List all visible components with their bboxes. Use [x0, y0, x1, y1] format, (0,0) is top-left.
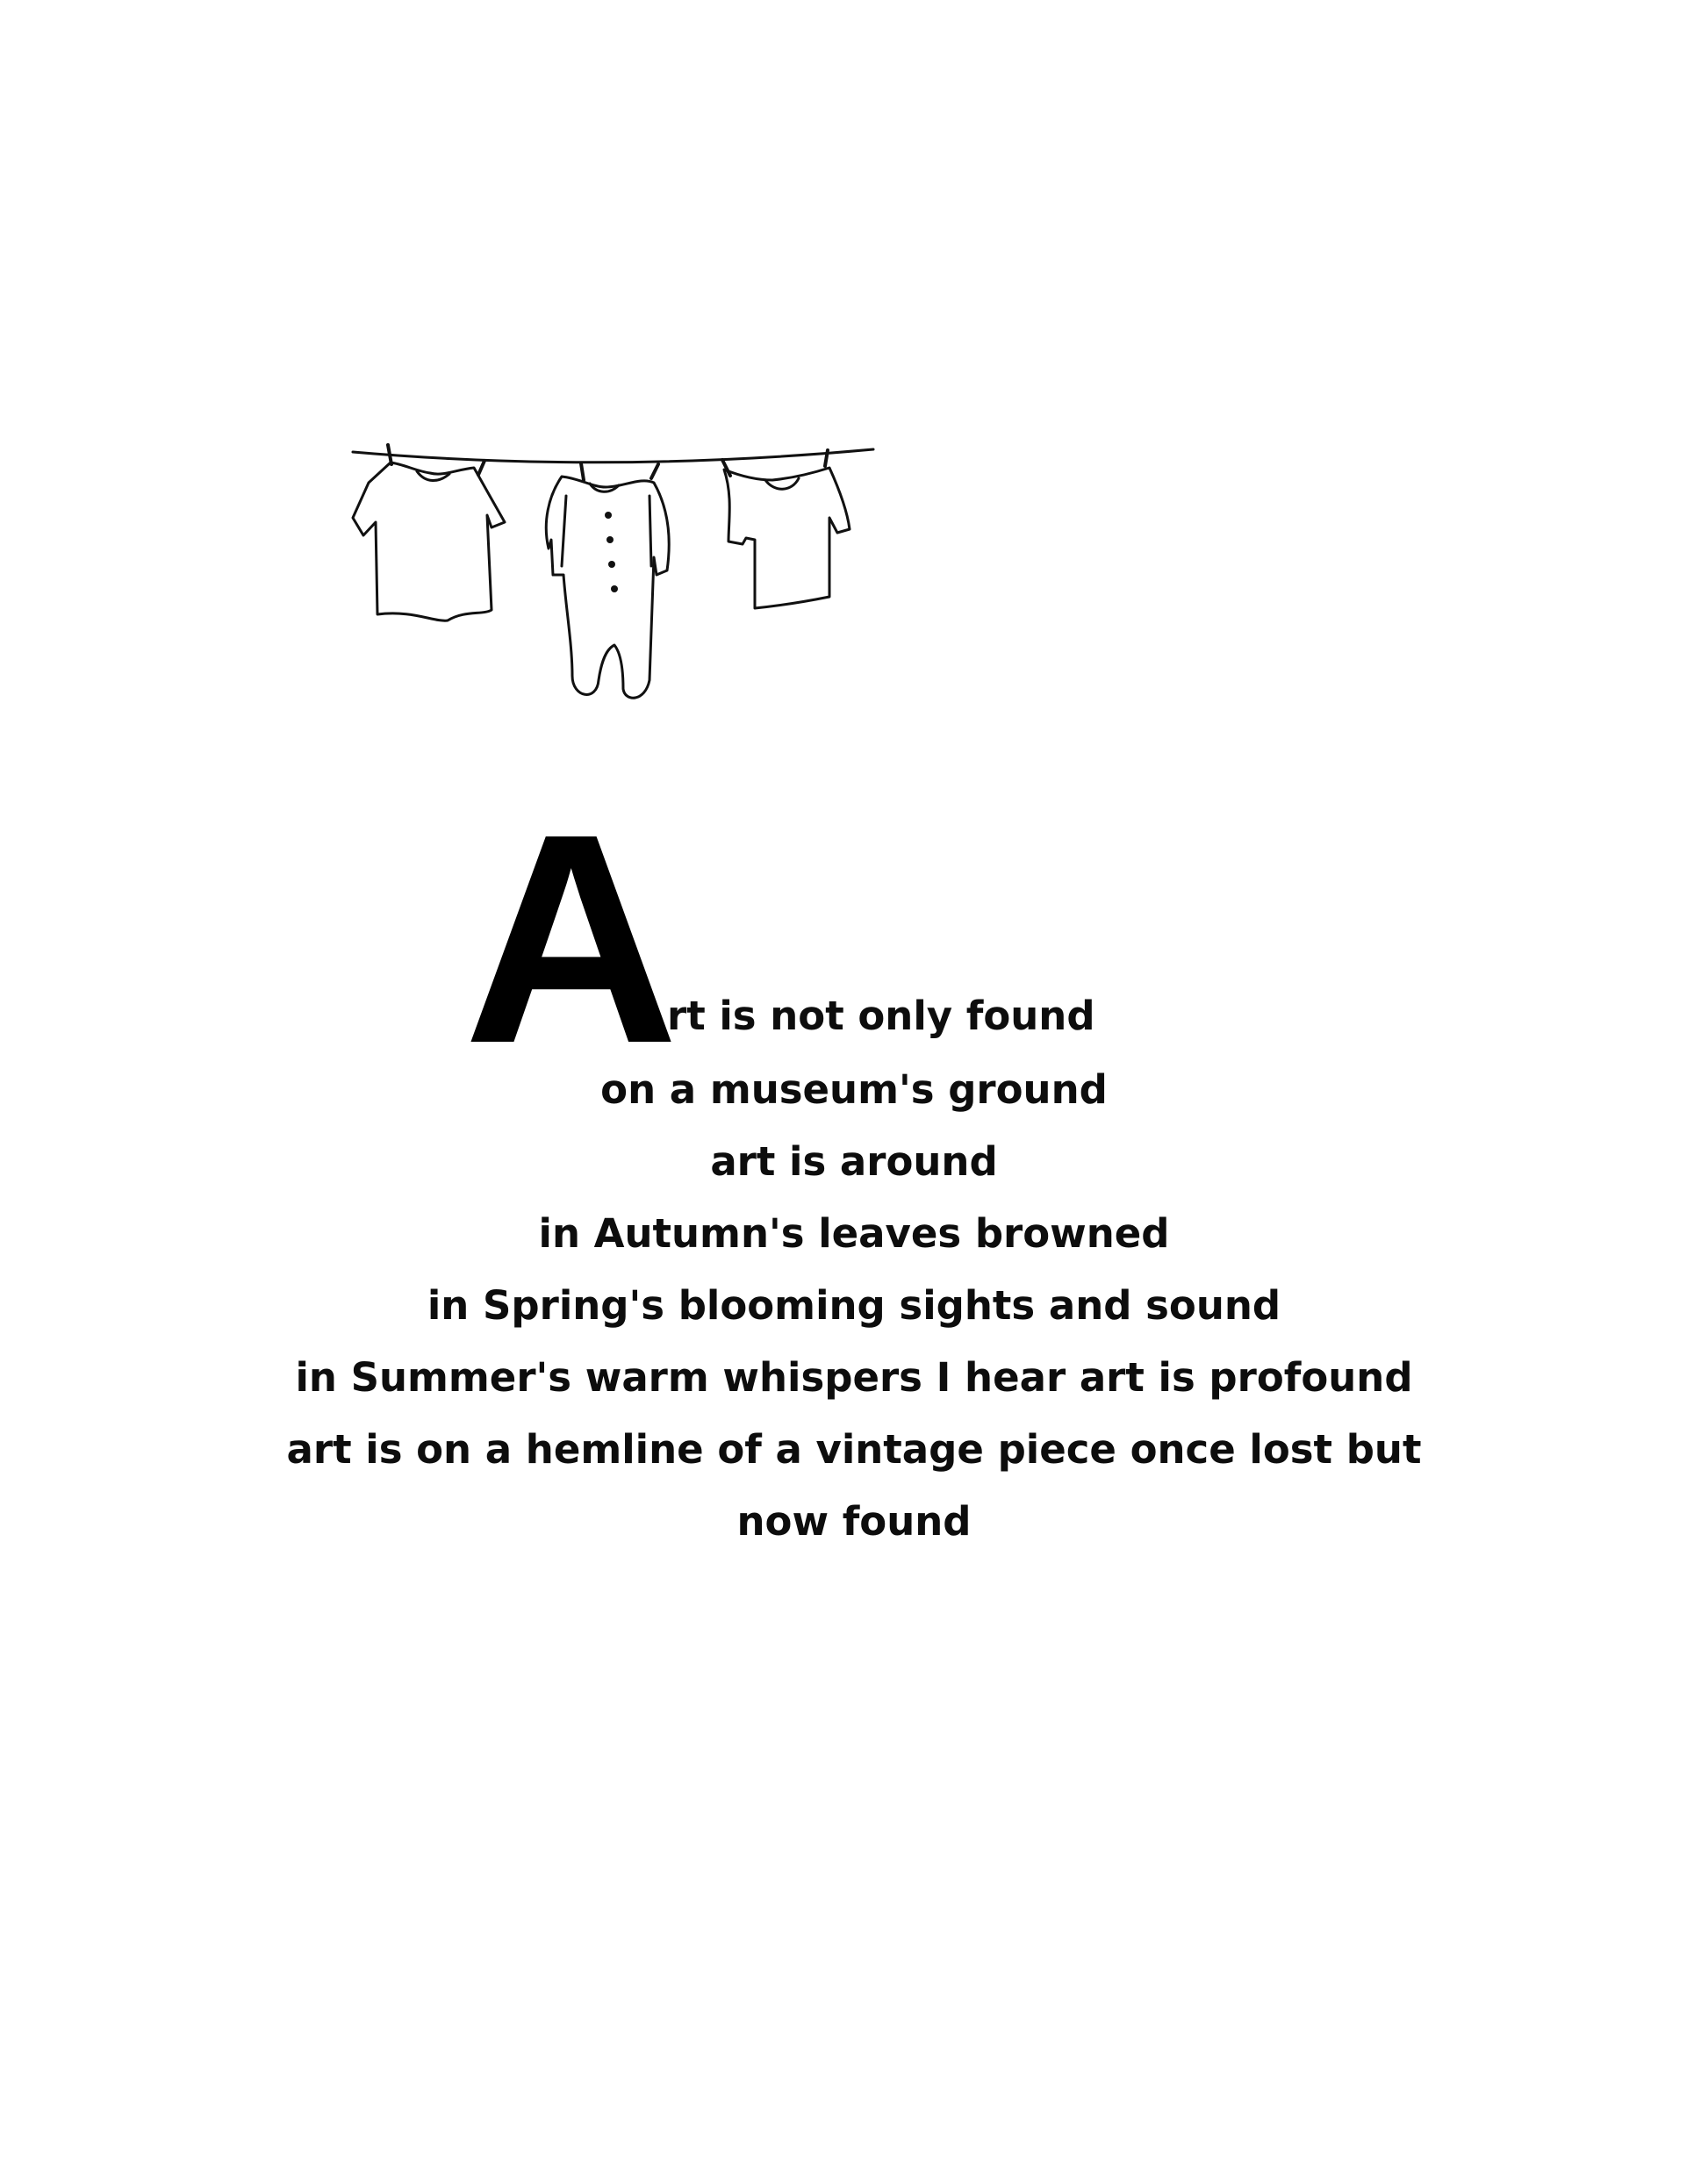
drop-cap-letter: A: [463, 772, 679, 1106]
poem-line: in Spring's blooming sights and sound: [427, 1282, 1281, 1329]
poem-line: in Summer's warm whispers I hear art is profound: [295, 1354, 1413, 1401]
poem-line: in Autumn's leaves browned: [538, 1210, 1170, 1257]
poem-line: art is on a hemline of a vintage piece once lost but: [286, 1426, 1422, 1473]
poem-line: art is around: [710, 1138, 998, 1185]
poem-line: now found: [736, 1498, 972, 1545]
poem-line-1-rest: rt is not only found: [667, 993, 1095, 1039]
poem-line: on a museum's ground: [600, 1066, 1108, 1113]
